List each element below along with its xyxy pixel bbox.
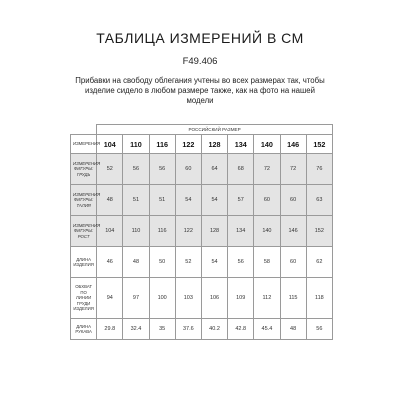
size-col-header: 128 (201, 135, 227, 154)
corner-label: ИЗМЕРЕНИЯ (71, 135, 97, 154)
table-cell: 32.4 (123, 319, 149, 340)
page-title: ТАБЛИЦА ИЗМЕРЕНИЙ В СМ (96, 30, 304, 46)
table-cell: 72 (280, 154, 306, 185)
table-cell: 54 (201, 185, 227, 216)
size-table (70, 124, 333, 340)
table-cell: 72 (254, 154, 280, 185)
table-row (71, 185, 333, 216)
table-cell: 56 (306, 319, 332, 340)
fit-note: Прибавки на свободу облегания учтены во всех размерах так, чтобы изделие сидело в любом размере также, как на фото на нашей модели (75, 76, 325, 105)
table-cell: 110 (123, 216, 149, 247)
table-cell: 152 (306, 216, 332, 247)
table-cell: 42.8 (228, 319, 254, 340)
table-cell: 112 (254, 278, 280, 319)
table-cell: 146 (280, 216, 306, 247)
table-cell: 29.8 (97, 319, 123, 340)
size-col-header: 122 (175, 135, 201, 154)
table-cell: 37.6 (175, 319, 201, 340)
table-cell: 54 (175, 185, 201, 216)
table-row (71, 319, 333, 340)
table-cell: 40.2 (201, 319, 227, 340)
size-col-header: 152 (306, 135, 332, 154)
table-cell: 64 (201, 154, 227, 185)
table-row (71, 278, 333, 319)
table-cell: 48 (97, 185, 123, 216)
size-group-header: РОССИЙСКИЙ РАЗМЕР (97, 125, 333, 135)
table-cell: 57 (228, 185, 254, 216)
table-cell: 116 (149, 216, 175, 247)
table-row (71, 154, 333, 185)
article-code: F49.406 (182, 56, 218, 67)
size-col-header: 134 (228, 135, 254, 154)
table-cell: 60 (280, 185, 306, 216)
row-label: ИЗМЕРЕНИЯ ФИГУРЫ: ТАЛИЯ (71, 185, 97, 216)
table-row (71, 216, 333, 247)
table-cell: 56 (123, 154, 149, 185)
header-spacer (71, 125, 97, 135)
table-cell: 94 (97, 278, 123, 319)
table-cell: 68 (228, 154, 254, 185)
table-cell: 56 (149, 154, 175, 185)
table-cell: 50 (149, 247, 175, 278)
size-header-row (71, 135, 333, 154)
table-cell: 134 (228, 216, 254, 247)
table-cell: 140 (254, 216, 280, 247)
row-label: ОБХВАТ ПО ЛИНИИ ГРУДИ ИЗДЕЛИЯ (71, 278, 97, 319)
table-cell: 106 (201, 278, 227, 319)
table-cell: 54 (201, 247, 227, 278)
table-cell: 104 (97, 216, 123, 247)
row-label: ДЛИНА РУКАВА (71, 319, 97, 340)
table-cell: 45.4 (254, 319, 280, 340)
size-col-header: 110 (123, 135, 149, 154)
table-cell: 46 (97, 247, 123, 278)
table-cell: 122 (175, 216, 201, 247)
table-cell: 103 (175, 278, 201, 319)
row-label: ИЗМЕРЕНИЯ ФИГУРЫ: ГРУДЬ (71, 154, 97, 185)
table-cell: 60 (254, 185, 280, 216)
table-cell: 51 (149, 185, 175, 216)
table-cell: 60 (280, 247, 306, 278)
table-cell: 63 (306, 185, 332, 216)
table-cell: 52 (175, 247, 201, 278)
size-col-header: 104 (97, 135, 123, 154)
row-label: ДЛИНА ИЗДЕЛИЯ (71, 247, 97, 278)
table-cell: 48 (280, 319, 306, 340)
table-cell: 56 (228, 247, 254, 278)
table-cell: 35 (149, 319, 175, 340)
table-row (71, 247, 333, 278)
size-col-header: 140 (254, 135, 280, 154)
table-cell: 51 (123, 185, 149, 216)
table-cell: 60 (175, 154, 201, 185)
table-cell: 118 (306, 278, 332, 319)
table-cell: 128 (201, 216, 227, 247)
group-header-row (71, 125, 333, 135)
table-cell: 115 (280, 278, 306, 319)
size-col-header: 146 (280, 135, 306, 154)
table-cell: 48 (123, 247, 149, 278)
row-label: ИЗМЕРЕНИЯ ФИГУРЫ: РОСТ (71, 216, 97, 247)
table-cell: 109 (228, 278, 254, 319)
table-cell: 76 (306, 154, 332, 185)
table-cell: 52 (97, 154, 123, 185)
size-col-header: 116 (149, 135, 175, 154)
table-cell: 100 (149, 278, 175, 319)
table-cell: 97 (123, 278, 149, 319)
table-cell: 62 (306, 247, 332, 278)
table-cell: 58 (254, 247, 280, 278)
